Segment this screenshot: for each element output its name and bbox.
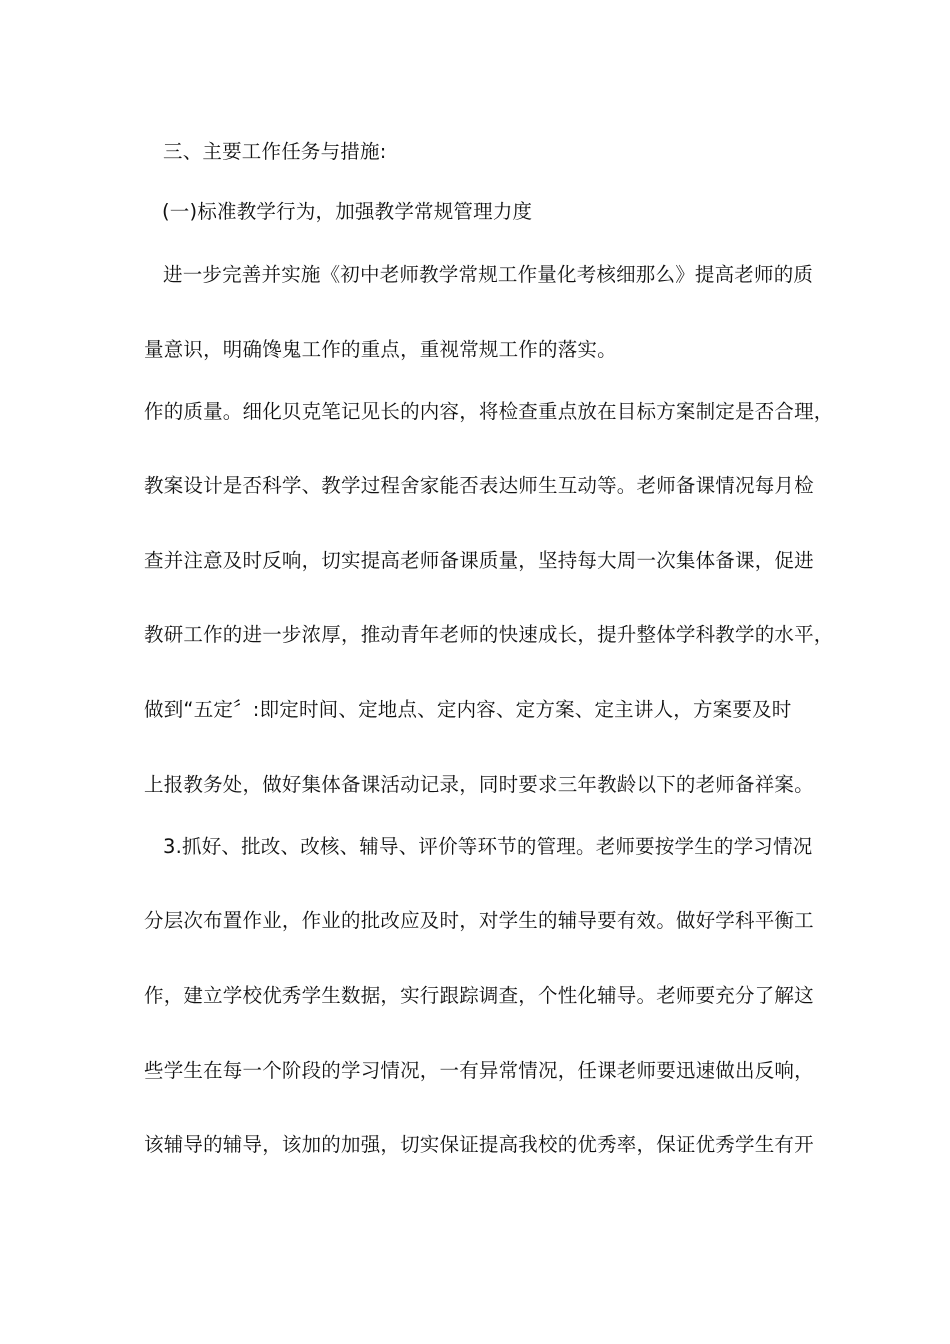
paragraph-line: 作，建立学校优秀学生数据，实行跟踪调查，个性化辅导。老师要充分了解这 bbox=[144, 984, 814, 1007]
paragraph-line: 进一步完善并实施《初中老师教学常规工作量化考核细那么》提高老师的质 bbox=[163, 263, 814, 286]
paragraph-line: 教案设计是否科学、教学过程舍家能否表达师生互动等。老师备课情况每月检 bbox=[144, 474, 814, 497]
paragraph-line: 些学生在每一个阶段的学习情况，一有异常情况，任课老师要迅速做出反响， bbox=[144, 1059, 814, 1082]
paragraph-line: 查并注意及时反响，切实提高老师备课质量，坚持每大周一次集体备课，促进 bbox=[144, 549, 814, 572]
subsection-heading: (一)标准教学行为，加强教学常规管理力度 bbox=[162, 200, 533, 223]
paragraph-line: 教研工作的进一步浓厚，推动青年老师的快速成长，提升整体学科教学的水平， bbox=[144, 623, 834, 646]
paragraph-line: 上报教务处，做好集体备课活动记录，同时要求三年教龄以下的老师备祥案。 bbox=[144, 773, 814, 796]
paragraph-line: 量意识，明确馋鬼工作的重点，重视常规工作的落实。 bbox=[144, 338, 617, 361]
paragraph-line: 作的质量。细化贝克笔记见长的内容，将检查重点放在目标方案制定是否合理， bbox=[144, 400, 834, 423]
section-heading: 三、主要工作任务与措施: bbox=[163, 140, 387, 163]
paragraph-line: 做到“五定〞:即定时间、定地点、定内容、定方案、定主讲人，方案要及时 bbox=[144, 698, 792, 721]
paragraph-line: 分层次布置作业，作业的批改应及时，对学生的辅导要有效。做好学科平衡工 bbox=[144, 909, 814, 932]
paragraph-line: 3.抓好、批改、改核、辅导、评价等环节的管理。老师要按学生的学习情况 bbox=[163, 835, 813, 858]
paragraph-line: 该辅导的辅导，该加的加强，切实保证提高我校的优秀率，保证优秀学生有开 bbox=[144, 1133, 814, 1156]
